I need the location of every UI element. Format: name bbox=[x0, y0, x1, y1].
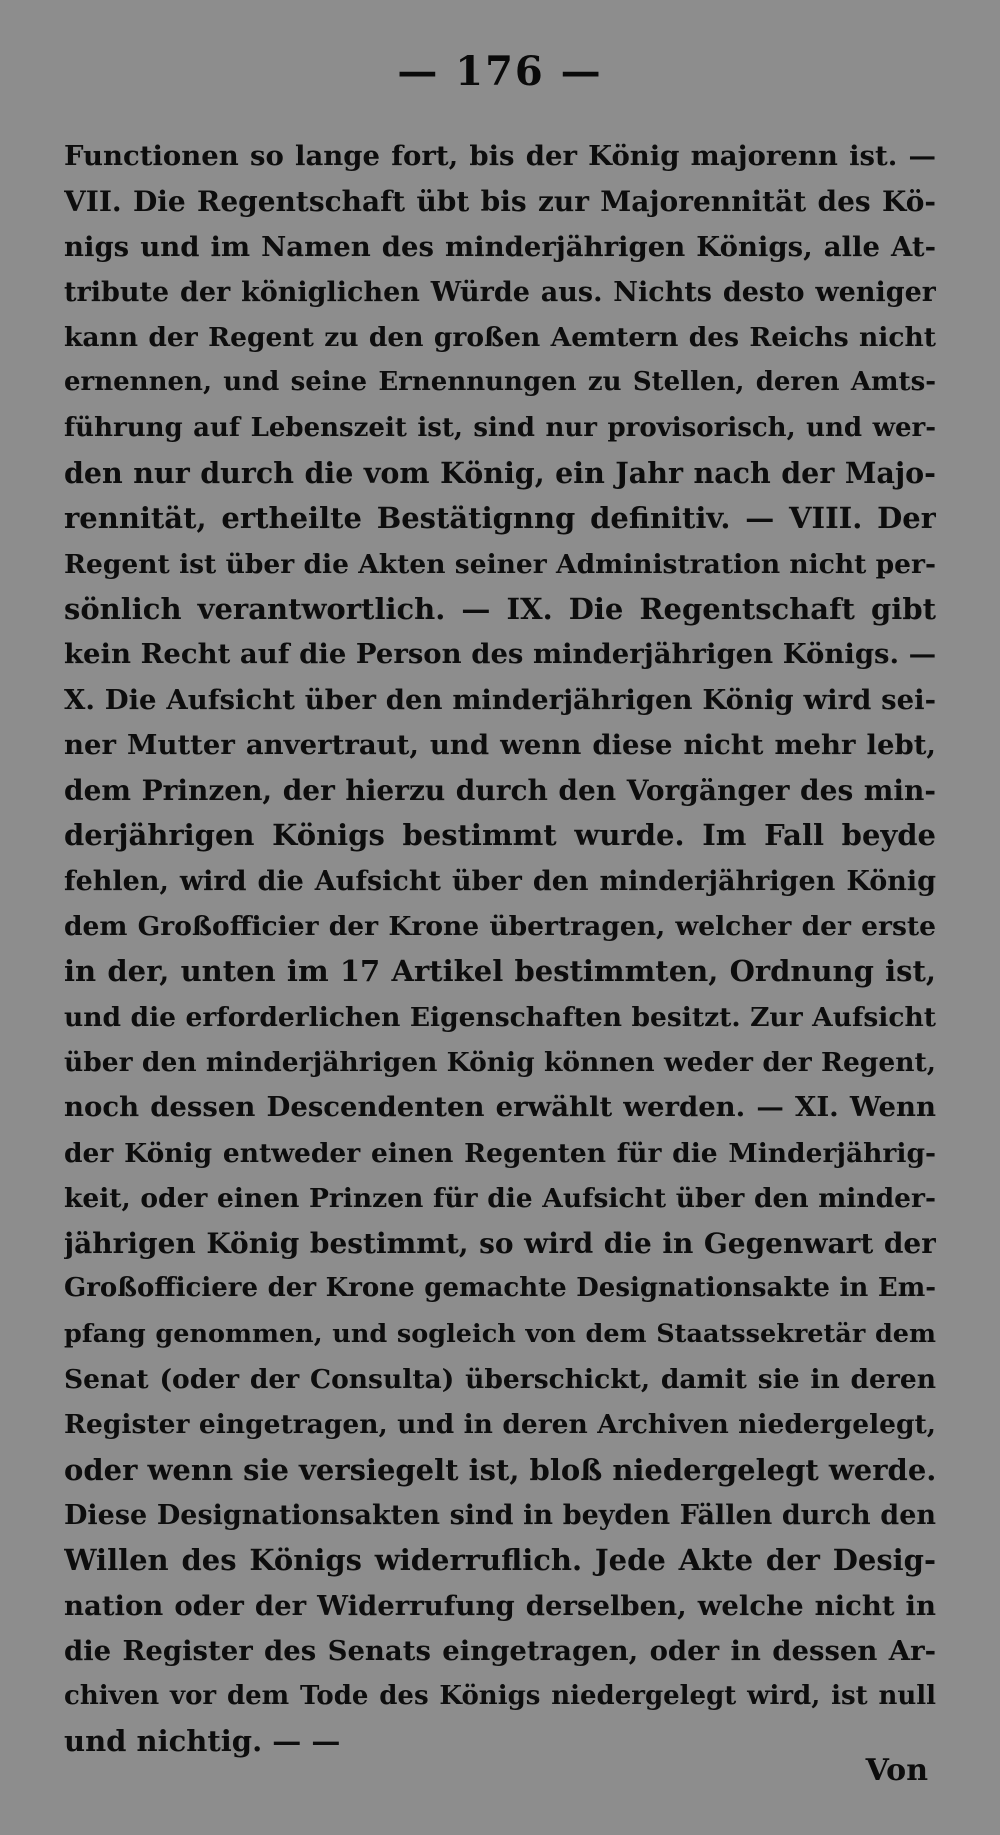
text-line: chiven vor dem Tode des Königs niedergelegt wird, ist null bbox=[64, 1681, 936, 1712]
text-line: Großofficiere der Krone gemachte Designationsakte in Em- bbox=[64, 1273, 936, 1304]
text-line: den nur durch die vom König, ein Jahr nach der Majo- bbox=[64, 456, 936, 491]
body-text bbox=[64, 134, 936, 1765]
text-line: jährigen König bestimmt, so wird die in Gegenwart der bbox=[64, 1227, 936, 1261]
text-line: Functionen so lange fort, bis der König majorenn ist. — bbox=[64, 140, 936, 172]
text-line: VII. Die Regentschaft übt bis zur Majorennität des Kö- bbox=[64, 185, 936, 219]
text-line: führung auf Lebenszeit ist, sind nur provisorisch, und wer- bbox=[64, 412, 936, 443]
text-line: in der, unten im 17 Artikel bestimmten, Ordnung ist, bbox=[64, 954, 936, 989]
text-line: ernennen, und seine Ernennungen zu Stellen, deren Amts- bbox=[64, 367, 936, 398]
text-line: noch dessen Descendenten erwählt werden. — XI. Wenn bbox=[64, 1091, 936, 1124]
text-line: kein Recht auf die Person des minderjährigen Königs. — bbox=[64, 638, 936, 671]
text-line: tribute der königlichen Würde aus. Nichts desto weniger bbox=[64, 276, 936, 308]
text-line: dem Großofficier der Krone übertragen, welcher der erste bbox=[64, 911, 936, 943]
text-line: Register eingetragen, und in deren Archiven niedergelegt, bbox=[64, 1409, 936, 1441]
text-line: nigs und im Namen des minderjährigen Königs, alle At- bbox=[64, 230, 936, 263]
text-line: dem Prinzen, der hierzu durch den Vorgänger des min- bbox=[64, 774, 936, 808]
text-line: ner Mutter anvertraut, und wenn diese nicht mehr lebt, bbox=[64, 728, 936, 761]
text-line: die Register des Senats eingetragen, oder in dessen Ar- bbox=[64, 1634, 936, 1667]
text-line: der König entweder einen Regenten für die Minderjährig- bbox=[64, 1137, 936, 1169]
text-line: sönlich verantwortlich. — IX. Die Regentschaft gibt bbox=[64, 591, 936, 626]
text-line: Willen des Königs widerruflich. Jede Akte der Desig- bbox=[64, 1543, 936, 1578]
text-line: oder wenn sie versiegelt ist, bloß niedergelegt werde. bbox=[64, 1452, 936, 1487]
text-line: und nichtig. — — bbox=[64, 1724, 341, 1759]
text-line: rennität, ertheilte Bestätignng definitiv. — VIII. Der bbox=[64, 501, 936, 536]
text-line: fehlen, wird die Aufsicht über den minderjährigen König bbox=[64, 865, 936, 897]
text-line: X. Die Aufsicht über den minderjährigen König wird sei- bbox=[64, 683, 936, 716]
text-line: Diese Designationsakten sind in beyden Fällen durch den bbox=[64, 1499, 936, 1531]
text-line: nation oder der Widerrufung derselben, welche nicht in bbox=[64, 1589, 936, 1622]
text-line: kann der Regent zu den großen Aemtern des Reichs nicht bbox=[64, 322, 936, 354]
text-line: derjährigen Königs bestimmt wurde. Im Fall beyde bbox=[64, 818, 936, 853]
text-line: über den minderjährigen König können weder der Regent, bbox=[64, 1046, 936, 1078]
text-line: und die erforderlichen Eigenschaften besitzt. Zur Aufsicht bbox=[64, 1001, 936, 1033]
text-line: keit, oder einen Prinzen für die Aufsicht über den minder- bbox=[64, 1182, 936, 1214]
text-line: pfang genommen, und sogleich von dem Staatssekretär dem bbox=[64, 1318, 936, 1349]
page-number: — 176 — bbox=[397, 48, 603, 95]
catchword: Von bbox=[865, 1753, 928, 1788]
text-line: Senat (oder der Consulta) überschickt, damit sie in deren bbox=[64, 1364, 936, 1396]
text-line: Regent ist über die Akten seiner Administration nicht per- bbox=[64, 548, 936, 580]
